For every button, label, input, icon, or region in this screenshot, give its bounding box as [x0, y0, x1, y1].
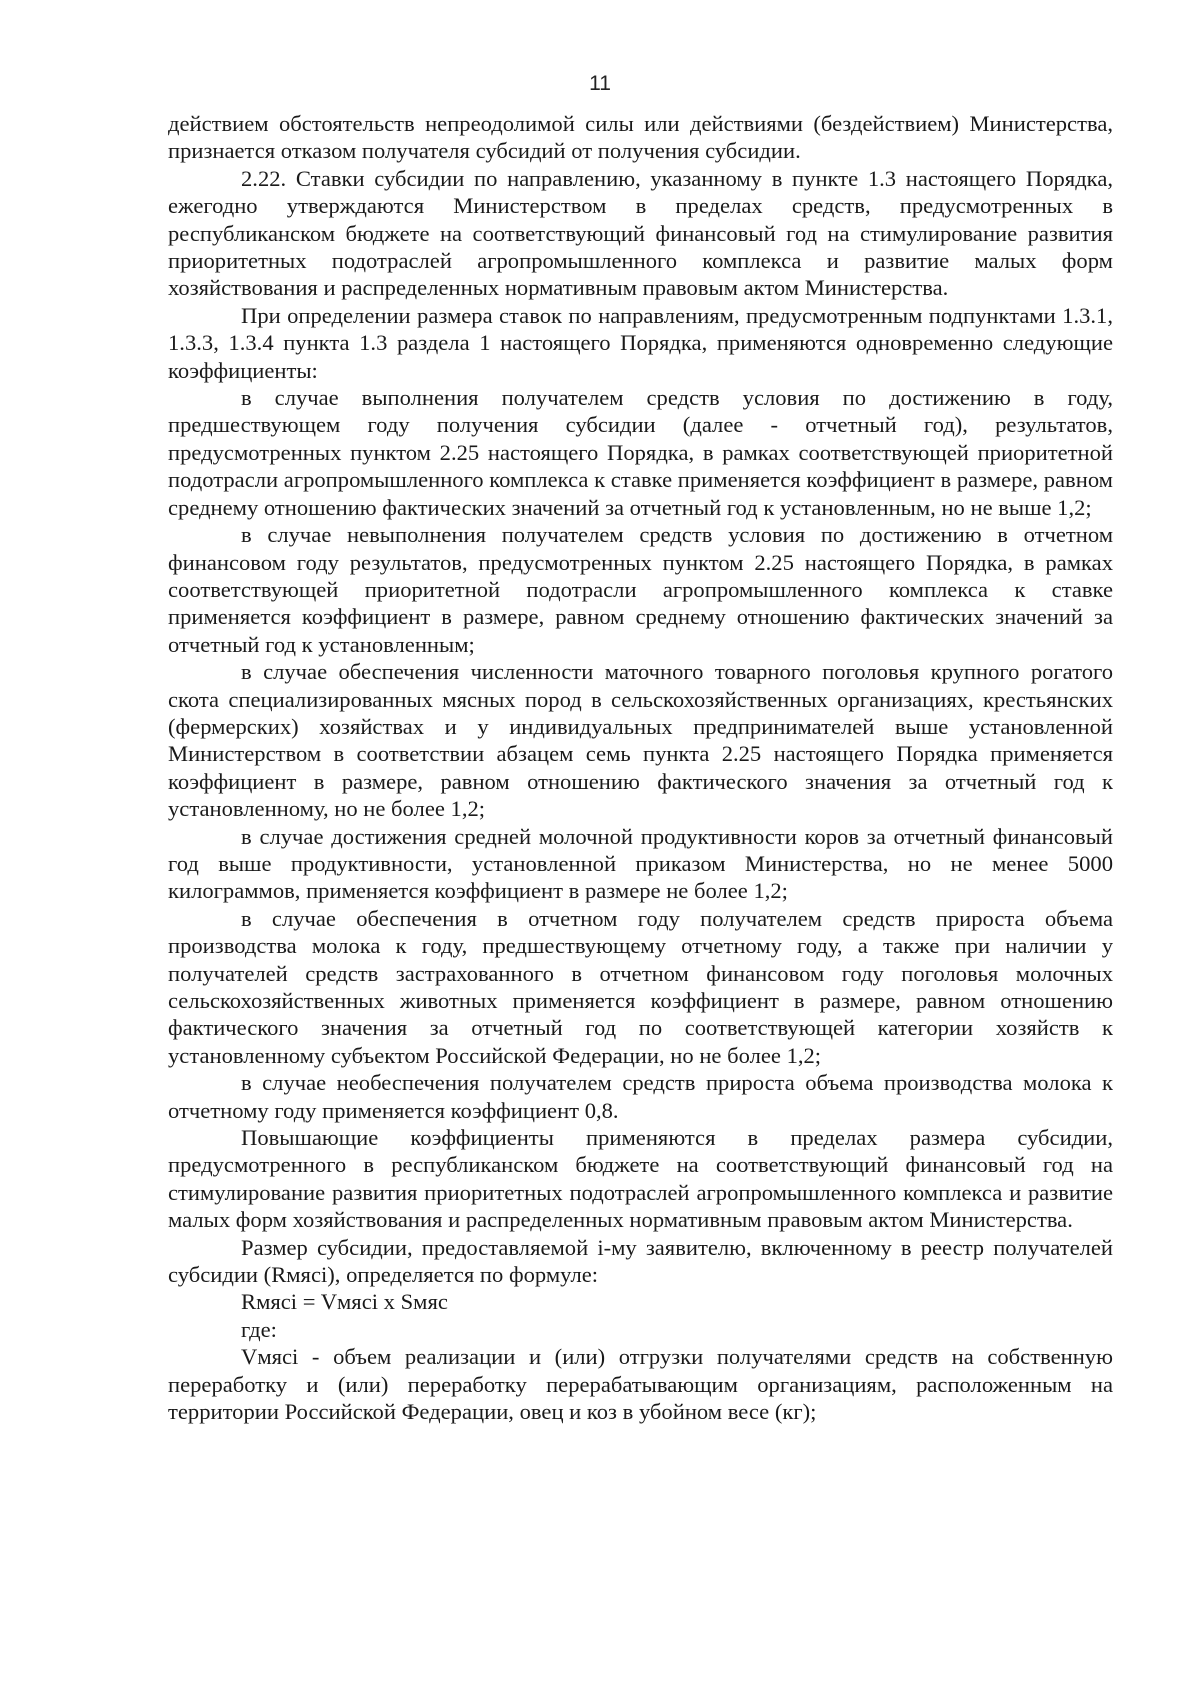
page-number: 11 — [589, 72, 611, 95]
formula: Rмясi = Vмясi x Sмяс — [241, 1289, 448, 1315]
paragraph-coefficient-no-growth: в случае необеспечения получателем средств прироста объема производства молока к отчетному году применяется коэффициент 0,8. — [168, 1070, 1113, 1123]
paragraph-coefficients-intro: При определении размера ставок по направлениям, предусмотренным подпунктами 1.3.1, 1.3.3, 1.3.4 пункта 1.3 раздела 1 настоящего Порядка, применяются одновременно следующие коэффициенты: — [168, 302, 1113, 383]
paragraph-coefficient-milk-growth: в случае обеспечения в отчетном году получателем средств прироста объема производства молока к году, предшествующему отчетному году, а также при наличии у получателей средств застрахованного в отчетном финансовом году поголовья молочных сельскохозяйственных животных применяется коэффициент в размере, равном отношению фактического значения за отчетный год по соответствующей категории хозяйств к установленному субъектом Российской Федерации, но не более 1,2; — [168, 905, 1113, 1068]
paragraph-coefficient-not-fulfilled: в случае невыполнения получателем средств условия по достижению в отчетном финансовом году результатов, предусмотренных пунктом 2.25 настоящего Порядка, в рамках соответствующей приоритетной подотрасли агропромышленного комплекса к ставке применяется коэффициент в размере, равном среднему отношению фактических значений за отчетный год к установленным; — [168, 522, 1113, 657]
paragraph-coefficient-fulfilled: в случае выполнения получателем средств условия по достижению в году, предшествующем году получения субсидии (далее - отчетный год), результатов, предусмотренных пунктом 2.25 настоящего Порядка, в рамках соответствующей приоритетной подотрасли агропромышленного комплекса к ставке применяется коэффициент в размере, равном среднему отношению фактических значений за отчетный год к установленным, но не выше 1,2; — [168, 385, 1113, 520]
paragraph-force-majeure: действием обстоятельств непреодолимой силы или действиями (бездействием) Министерства, признается отказом получателя субсидий от получения субсидии. — [168, 111, 1113, 164]
paragraph-coefficient-milk-productivity: в случае достижения средней молочной продуктивности коров за отчетный финансовый год выше продуктивности, установленной приказом Министерства, но не менее 5000 килограммов, применяется коэффициент в размере не более 1,2; — [168, 823, 1113, 904]
paragraph-variable-definition: Vмясi - объем реализации и (или) отгрузки получателями средств на собственную переработку и (или) переработку перерабатывающим организациям, расположенным на территории Российской Федерации, овец и коз в убойном весе (кг); — [168, 1344, 1113, 1425]
paragraph-subsidy-size: Размер субсидии, предоставляемой i-му заявителю, включенному в реестр получателей субсидии (Rмясi), определяется по формуле: — [168, 1234, 1113, 1288]
formula-where: где: — [241, 1316, 277, 1342]
paragraph-coefficient-cattle: в случае обеспечения численности маточного товарного поголовья крупного рогатого скота специализированных мясных пород в сельскохозяйственных организациях, крестьянских (фермерских) хозяйствах и у индивидуальных предпринимателей выше установленной Министерством в соответствии абзацем семь пункта 2.25 настоящего Порядка применяется коэффициент в размере, равном отношению фактического значения за отчетный год к установленному, но не более 1,2; — [168, 659, 1113, 822]
paragraph-2-22-rates: 2.22. Ставки субсидии по направлению, указанному в пункте 1.3 настоящего Порядка, ежегодно утверждаются Министерством в пределах средств, предусмотренных в республиканском бюджете на соответствующий финансовый год на стимулирование развития приоритетных подотраслей агропромышленного комплекса и развитие малых форм хозяйствования и распределенных нормативным правовым актом Министерства. — [168, 165, 1113, 301]
paragraph-increasing-coefficients: Повышающие коэффициенты применяются в пределах размера субсидии, предусмотренного в республиканском бюджете на соответствующий финансовый год на стимулирование развития приоритетных подотраслей агропромышленного комплекса и развитие малых форм хозяйствования и распределенных нормативным правовым актом Министерства. — [168, 1125, 1113, 1233]
document-body — [168, 110, 1113, 1426]
